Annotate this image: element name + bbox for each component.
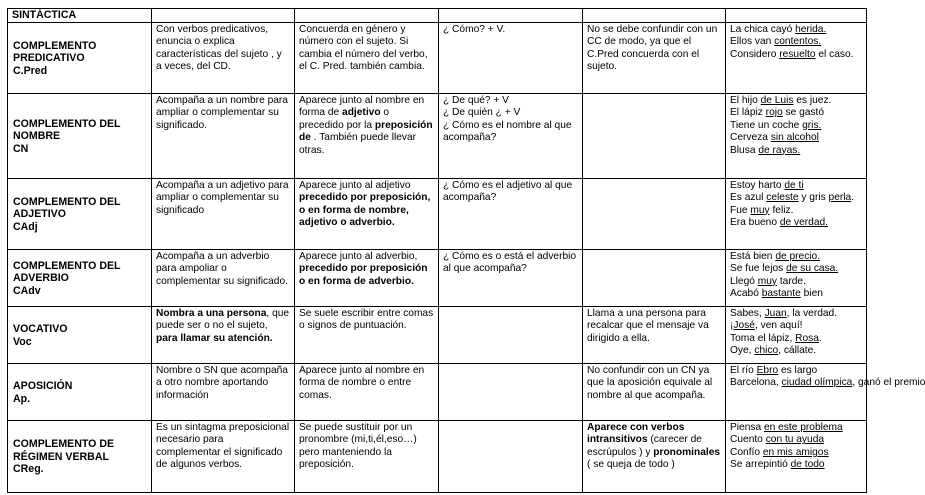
- emphasis-text: Aparece con verbos intransitivos: [587, 422, 685, 446]
- highlighted-phrase: resuelto: [779, 48, 816, 60]
- definition-cell: [152, 421, 295, 493]
- question-cell: [439, 250, 583, 307]
- text-segment: El hijo: [730, 95, 761, 106]
- function-name: VOCATIVO: [13, 322, 68, 335]
- example-line: [730, 288, 862, 300]
- function-abbreviation: Voc: [13, 335, 32, 348]
- example-line: [730, 145, 862, 157]
- text-segment: ¿ Cómo es el nombre al que acompaña?: [443, 119, 572, 144]
- text-segment: El lápiz: [730, 107, 766, 119]
- highlighted-phrase: Ebro: [756, 365, 779, 376]
- examples-cell: [726, 364, 925, 421]
- position-cell: [295, 307, 439, 364]
- emphasis-text: Nombra a una persona: [156, 308, 267, 319]
- examples-cell: [726, 250, 867, 307]
- table-row: [8, 307, 867, 364]
- text-segment: No confundir con un CN ya que la aposición equivale al nombre al que acompaña.: [587, 365, 713, 401]
- highlighted-phrase: bastante: [761, 288, 801, 300]
- text-segment: Estoy harto: [730, 180, 785, 191]
- text-segment: o precedido por la: [299, 107, 390, 131]
- text-line: [587, 308, 721, 345]
- text-segment: es largo: [778, 365, 818, 376]
- highlighted-phrase: de ti: [784, 180, 804, 191]
- text-segment: Barcelona,: [730, 377, 782, 389]
- text-line: [443, 107, 578, 119]
- notes-cell: [583, 250, 726, 307]
- highlighted-phrase: en este problema: [763, 422, 843, 433]
- text-segment: Se fue lejos: [730, 263, 787, 275]
- example-line: [730, 320, 862, 332]
- text-line: [156, 251, 290, 288]
- example-line: [730, 107, 862, 119]
- text-segment: feliz.: [769, 204, 794, 216]
- function-label: [8, 364, 152, 421]
- text-line: [443, 24, 578, 36]
- example-line: [730, 308, 862, 320]
- question-cell: [439, 364, 583, 421]
- position-cell: [295, 421, 439, 493]
- examples-cell: [726, 94, 867, 179]
- text-line: [156, 180, 290, 217]
- example-line: [730, 377, 925, 389]
- highlighted-phrase: con tu ayuda: [765, 434, 825, 446]
- example-line: [730, 24, 862, 36]
- text-line: [587, 365, 721, 402]
- highlighted-phrase: contentos.: [774, 36, 822, 48]
- function-name: COMPLEMENTO DEL ADVERBIO: [13, 259, 121, 285]
- text-segment: Aparece junto al adjetivo: [299, 180, 411, 191]
- example-line: [730, 192, 862, 204]
- highlighted-phrase: chico: [754, 345, 779, 357]
- highlighted-phrase: de su casa.: [786, 263, 839, 275]
- example-line: [730, 217, 862, 229]
- text-segment: Oye,: [730, 345, 755, 357]
- text-line: [299, 422, 434, 472]
- example-line: [730, 276, 862, 288]
- text-line: [156, 24, 290, 74]
- example-line: [730, 36, 862, 48]
- question-cell: [439, 179, 583, 250]
- question-cell: [439, 307, 583, 364]
- position-cell: [295, 23, 439, 94]
- notes-cell: [583, 94, 726, 179]
- text-segment: tarde.: [777, 275, 806, 287]
- header-cell: [295, 9, 439, 23]
- function-name: COMPLEMENTO DEL NOMBRE: [13, 117, 121, 143]
- text-segment: Acompaña a un adjetivo para ampliar o complementar su significado: [156, 180, 289, 216]
- example-line: [730, 132, 862, 144]
- text-segment: Con verbos predicativos, enuncia o explica características del sujeto , y a veces, del CD.: [156, 24, 282, 73]
- emphasis-text: adjetivo: [342, 107, 381, 119]
- position-cell: [295, 250, 439, 307]
- examples-cell: [726, 179, 867, 250]
- table-row: [8, 364, 867, 421]
- definition-cell: [152, 250, 295, 307]
- notes-cell: [583, 23, 726, 94]
- text-segment: el caso.: [815, 48, 854, 60]
- highlighted-phrase: José: [733, 320, 755, 332]
- text-segment: bien: [800, 288, 823, 300]
- text-segment: , cállate.: [778, 345, 817, 357]
- header-row: [8, 9, 867, 23]
- function-label: [8, 307, 152, 364]
- definition-cell: [152, 23, 295, 94]
- example-line: [730, 120, 862, 132]
- table-title: SINTÁCTICA: [8, 9, 152, 23]
- text-segment: . También puede llevar otras.: [299, 132, 417, 156]
- highlighted-phrase: rojo: [765, 107, 783, 119]
- text-segment: se gastó: [782, 107, 825, 119]
- example-line: [730, 205, 862, 217]
- text-segment: ¡: [730, 320, 734, 332]
- notes-cell: [583, 364, 726, 421]
- highlighted-phrase: en mis amigos: [762, 446, 829, 458]
- emphasis-text: precedido por preposición o en forma de adverbio.: [299, 263, 428, 287]
- text-segment: Es un sintagma preposicional necesario para complementar el significado de algunos verbos.: [156, 422, 290, 471]
- highlighted-phrase: de Luis: [760, 95, 794, 106]
- text-segment: Era bueno: [730, 217, 780, 229]
- highlighted-phrase: de precio.: [775, 251, 821, 262]
- question-cell: [439, 421, 583, 493]
- question-cell: [439, 94, 583, 179]
- function-label: [8, 421, 152, 493]
- emphasis-text: para llamar su atención.: [156, 332, 273, 344]
- example-line: [730, 434, 862, 446]
- text-segment: y gris: [798, 192, 829, 204]
- highlighted-phrase: ciudad olímpica: [781, 377, 853, 389]
- text-segment: Confío: [730, 446, 763, 458]
- function-abbreviation: Ap.: [13, 392, 31, 405]
- text-segment: Acompaña a un adverbio para ampoliar o complementar su significado.: [156, 251, 288, 287]
- text-segment: Se puede sustituir por un pronombre (mi,ti,él,eso…) pero manteniendo la preposición.: [299, 422, 417, 471]
- text-line: [443, 180, 578, 205]
- text-segment: ¿ Cómo? + V.: [443, 24, 506, 35]
- emphasis-text: precedido por preposición, o en forma de nombre, adjetivo o adverbio.: [299, 192, 431, 229]
- text-segment: Acabó: [730, 288, 762, 300]
- text-segment: (carecer de escrúpulos ) y: [587, 434, 702, 458]
- text-segment: , ganó el premio: [852, 377, 925, 389]
- text-segment: Está bien: [730, 251, 776, 262]
- example-line: [730, 422, 862, 434]
- highlighted-phrase: Juan: [764, 308, 787, 319]
- example-line: [730, 459, 862, 471]
- header-cell: [726, 9, 867, 23]
- function-label: [8, 23, 152, 94]
- text-line: [299, 251, 434, 288]
- function-abbreviation: CN: [13, 142, 29, 155]
- highlighted-phrase: herida.: [795, 24, 827, 35]
- example-line: [730, 180, 862, 192]
- text-segment: Tiene un coche: [730, 119, 803, 131]
- examples-cell: [726, 307, 867, 364]
- text-segment: Cerveza: [730, 132, 771, 144]
- text-segment: , la verdad.: [786, 308, 838, 319]
- example-line: [730, 95, 862, 107]
- example-line: [730, 333, 862, 345]
- definition-cell: [152, 179, 295, 250]
- function-name: COMPLEMENTO DE RÉGIMEN VERBAL: [13, 438, 115, 463]
- text-segment: ¿ De qué? + V: [443, 95, 509, 106]
- text-segment: El río: [730, 365, 757, 376]
- text-segment: Se suele escribir entre comas o signos de puntuación.: [299, 308, 434, 332]
- function-label: [8, 94, 152, 179]
- example-line: [730, 49, 862, 61]
- text-line: [299, 308, 434, 333]
- emphasis-text: preposición de: [299, 119, 433, 144]
- highlighted-phrase: Rosa: [795, 332, 819, 344]
- function-name: COMPLEMENTO DEL ADJETIVO: [13, 195, 121, 221]
- text-segment: No se debe confundir con un CC de modo, ya que el C.Pred concuerda con el sujeto.: [587, 24, 718, 73]
- text-segment: Se arrepintió: [730, 459, 791, 471]
- text-segment: Llegó: [730, 275, 758, 287]
- text-segment: Sabes,: [730, 308, 765, 319]
- header-cell: [583, 9, 726, 23]
- function-abbreviation: CReg.: [13, 463, 44, 476]
- question-cell: [439, 23, 583, 94]
- text-line: [587, 422, 721, 472]
- text-segment: Concuerda en género y número con el sujeto. Si cambia el número del verbo, el C. Pred. también cambia.: [299, 24, 428, 73]
- highlighted-phrase: de verdad.: [779, 217, 828, 229]
- table-row: [8, 94, 867, 179]
- definition-cell: [152, 364, 295, 421]
- table-row: [8, 250, 867, 307]
- definition-cell: [152, 94, 295, 179]
- text-segment: ¿ Cómo es el adjetivo al que acompaña?: [443, 180, 573, 204]
- text-segment: Es azul: [730, 192, 767, 204]
- example-line: [730, 365, 862, 377]
- function-name: COMPLEMENTO PREDICATIVO: [13, 39, 97, 65]
- highlighted-phrase: de rayas.: [758, 144, 801, 156]
- table-row: [8, 23, 867, 94]
- highlighted-phrase: de todo: [790, 459, 825, 471]
- text-line: [587, 24, 721, 74]
- notes-cell: [583, 179, 726, 250]
- text-segment: Ellos van: [730, 36, 775, 48]
- text-line: [299, 180, 434, 230]
- text-segment: .: [851, 192, 855, 204]
- examples-cell: [726, 23, 867, 94]
- text-line: [443, 120, 578, 145]
- position-cell: [295, 179, 439, 250]
- example-line: [730, 447, 862, 459]
- example-line: [730, 251, 862, 263]
- text-line: [299, 365, 434, 402]
- example-line: [730, 263, 862, 275]
- text-segment: Aparece junto al adverbio,: [299, 251, 418, 262]
- table-row: [8, 179, 867, 250]
- text-segment: Blusa: [730, 144, 759, 156]
- function-name: APOSICIÓN: [13, 379, 73, 392]
- function-abbreviation: CAdv: [13, 284, 41, 297]
- text-segment: ( se queja de todo ): [587, 459, 675, 471]
- text-segment: Piensa: [730, 422, 764, 433]
- text-segment: ¿ Cómo es o está el adverbio al que acompaña?: [443, 251, 577, 275]
- text-line: [299, 95, 434, 157]
- highlighted-phrase: muy: [750, 204, 770, 216]
- text-segment: , que puede ser o no el sujeto,: [156, 308, 290, 332]
- text-line: [156, 422, 290, 472]
- position-cell: [295, 94, 439, 179]
- text-line: [443, 95, 578, 107]
- text-line: [443, 251, 578, 276]
- highlighted-phrase: muy: [757, 275, 778, 287]
- example-line: [730, 345, 862, 357]
- text-segment: Considero: [730, 48, 780, 60]
- text-segment: es juez.: [793, 95, 832, 106]
- highlighted-phrase: perla: [828, 192, 852, 204]
- text-segment: .: [818, 332, 822, 344]
- function-label: [8, 179, 152, 250]
- function-label: [8, 250, 152, 307]
- function-abbreviation: CAdj: [13, 220, 38, 233]
- text-line: [156, 365, 290, 402]
- text-segment: Aparece junto al nombre en forma de: [299, 95, 425, 119]
- text-line: [299, 24, 434, 74]
- emphasis-text: pronominales: [653, 446, 721, 458]
- definition-cell: [152, 307, 295, 364]
- text-segment: ¿ De quién ¿ + V: [443, 107, 521, 119]
- text-segment: Aparece junto al nombre en forma de nombre o entre comas.: [299, 365, 425, 401]
- text-segment: Llama a una persona para recalcar que el mensaje va dirigido a ella.: [587, 308, 709, 344]
- notes-cell: [583, 421, 726, 493]
- header-cell: [439, 9, 583, 23]
- text-segment: Nombre o SN que acompaña a otro nombre aportando información: [156, 365, 288, 401]
- highlighted-phrase: celeste: [766, 192, 799, 204]
- function-abbreviation: C.Pred: [13, 64, 48, 77]
- header-cell: [152, 9, 295, 23]
- examples-cell: [726, 421, 867, 493]
- text-segment: La chica cayó: [730, 24, 796, 35]
- syntax-table: [7, 8, 925, 493]
- text-segment: Acompaña a un nombre para ampliar o complementar su significado.: [156, 95, 288, 131]
- text-segment: Fue: [730, 204, 751, 216]
- text-segment: Cuento: [730, 434, 766, 446]
- text-segment: Toma el lápiz,: [730, 332, 796, 344]
- text-line: [156, 308, 290, 345]
- table-row: [8, 421, 867, 493]
- highlighted-phrase: sin alcohol: [770, 132, 819, 144]
- position-cell: [295, 364, 439, 421]
- text-segment: , ven aquí!: [754, 320, 803, 332]
- notes-cell: [583, 307, 726, 364]
- highlighted-phrase: gris.: [802, 119, 822, 131]
- text-line: [156, 95, 290, 132]
